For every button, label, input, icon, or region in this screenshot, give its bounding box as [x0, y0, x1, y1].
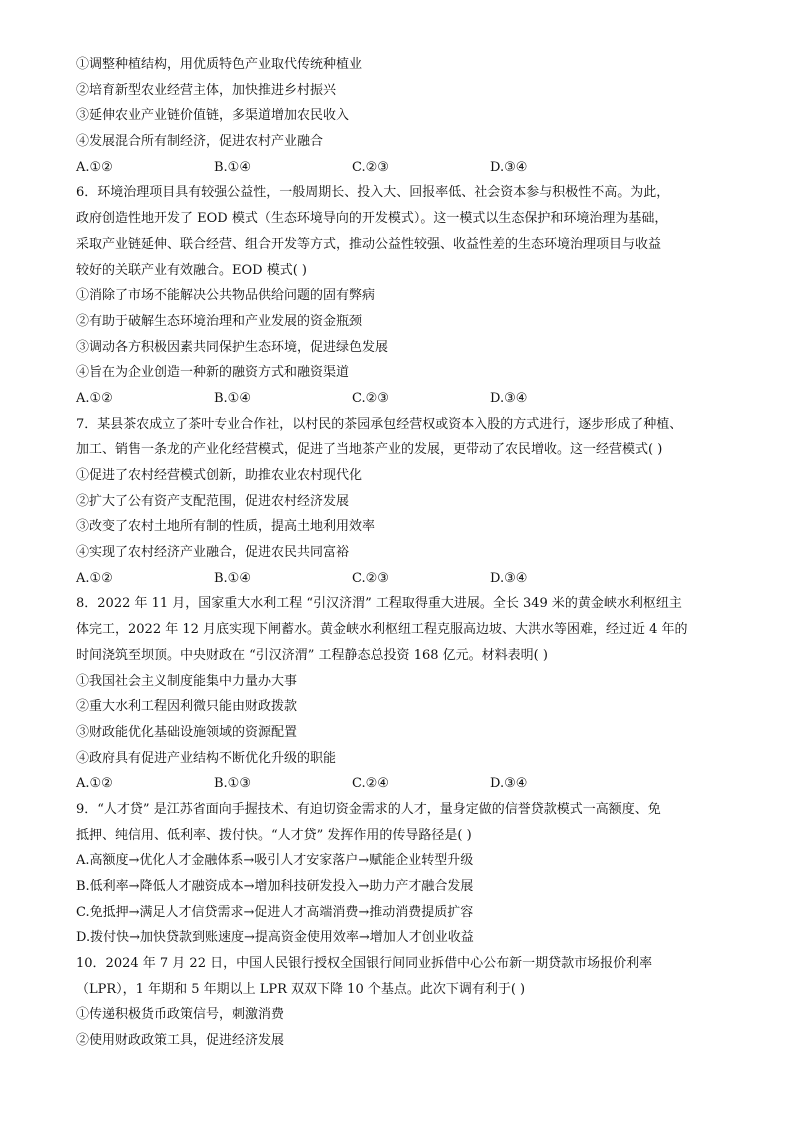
option-a: A.①② — [76, 390, 113, 406]
option-a: A.①② — [76, 159, 113, 175]
option-c: C.②③ — [352, 390, 389, 406]
statement: ③改变了农村土地所有制的性质，提高土地利用效率 — [76, 519, 376, 535]
statement: ②培育新型农业经营主体，加快推进乡村振兴 — [76, 82, 337, 98]
option-c: C.②③ — [352, 159, 389, 175]
choice-c: C.免抵押→满足人才信贷需求→促进人才高端消费→推动消费提质扩容 — [76, 904, 474, 920]
option-b: B.①③ — [214, 776, 251, 792]
statement: ②有助于破解生态环境治理和产业发展的资金瓶颈 — [76, 313, 363, 329]
question-stem: 政府创造性地开发了 EOD 模式（生态环境导向的开发模式）。这一模式以生态保护和环境治理为基础， — [76, 211, 668, 227]
question-stem: 时间浇筑至坝顶。中央财政在 “引汉济渭” 工程静态总投资 168 亿元。材料表明( ) — [76, 647, 548, 663]
question-stem: 加工、销售一条龙的产业化经营模式，促进了当地茶产业的发展，更带动了农民增收。这一经营模式( ) — [76, 442, 663, 458]
answer-options — [76, 771, 716, 797]
option-d: D.③④ — [490, 390, 528, 406]
answer-options — [76, 155, 716, 181]
question-10 — [76, 951, 716, 1054]
statement: ②扩大了公有资产支配范围，促进农村经济发展 — [76, 493, 350, 509]
question-stem: 9．“人才贷” 是江苏省面向手握技术、有迫切资金需求的人才，量身定做的信誉贷款模式一高额度、免 — [76, 801, 661, 817]
question-8 — [76, 591, 716, 797]
question-6 — [76, 180, 716, 411]
statement: ②使用财政政策工具，促进经济发展 — [76, 1033, 285, 1049]
question-9 — [76, 797, 716, 951]
statement: ④实现了农村经济产业融合，促进农民共同富裕 — [76, 545, 350, 561]
statement: ①传递积极货币政策信号，刺激消费 — [76, 1007, 285, 1023]
question-stem: 抵押、纯信用、低利率、拨付快。“人才贷” 发挥作用的传导路径是( ) — [76, 827, 472, 843]
question-stem: 采取产业链延伸、联合经营、组合开发等方式，推动公益性较强、收益性差的生态环境治理项目与收益 — [76, 236, 662, 252]
question-stem: 10．2024 年 7 月 22 日，中国人民银行授权全国银行间同业拆借中心公布新一期贷款市场报价利率 — [76, 956, 653, 972]
statement: ①促进了农村经营模式创新，助推农业农村现代化 — [76, 468, 363, 483]
option-c: C.②④ — [352, 776, 389, 792]
statement: ③调动各方积极因素共同保护生态环境，促进绿色发展 — [76, 339, 389, 355]
option-d: D.③④ — [490, 776, 528, 792]
question-stem: 8．2022 年 11 月，国家重大水利工程 “引汉济渭” 工程取得重大进展。全长 349 米的黄金峡水利枢纽主 — [76, 596, 682, 612]
exam-page — [76, 52, 716, 1054]
option-a: A.①② — [76, 776, 113, 792]
statement: ①调整种植结构，用优质特色产业取代传统种植业 — [76, 57, 363, 72]
answer-options — [76, 566, 716, 592]
option-c: C.②③ — [352, 570, 389, 586]
option-b: B.①④ — [214, 159, 251, 175]
choice-d: D.拨付快→加快贷款到账速度→提高资金使用效率→增加人才创业收益 — [76, 930, 474, 946]
option-a: A.①② — [76, 570, 113, 586]
option-b: B.①④ — [214, 570, 251, 586]
statement: ②重大水利工程因利微只能由财政拨款 — [76, 699, 298, 715]
choice-a: A.高额度→优化人才金融体系→吸引人才安家落户→赋能企业转型升级 — [76, 853, 474, 869]
statement: ③延伸农业产业链价值链，多渠道增加农民收入 — [76, 108, 350, 124]
question-stem: 较好的关联产业有效融合。EOD 模式( ) — [76, 262, 307, 278]
question-stem: （LPR），1 年期和 5 年期以上 LPR 双双下降 10 个基点。此次下调有利于( ) — [76, 981, 526, 997]
question-stem: 7．某县茶农成立了茶叶专业合作社，以村民的茶园承包经营权或资本入股的方式进行，逐步形成了种植、 — [76, 416, 683, 432]
question-stem: 体完工，2022 年 12 月底实现下闸蓄水。黄金峡水利枢纽工程克服高边坡、大洪水等困难，经过近 4 年的 — [76, 622, 688, 638]
statement: ④政府具有促进产业结构不断优化升级的职能 — [76, 750, 337, 766]
option-d: D.③④ — [490, 159, 528, 175]
answer-options — [76, 386, 716, 412]
statement: ④发展混合所有制经济，促进农村产业融合 — [76, 134, 324, 150]
statement: ③财政能优化基础设施领域的资源配置 — [76, 724, 298, 740]
choice-b: B.低利率→降低人才融资成本→增加科技研发投入→助力产才融合发展 — [76, 879, 474, 894]
statement: ④旨在为企业创造一种新的融资方式和融资渠道 — [76, 365, 350, 381]
question-7 — [76, 412, 716, 592]
statement: ①消除了市场不能解决公共物品供给问题的固有弊病 — [76, 288, 376, 304]
statement: ①我国社会主义制度能集中力量办大事 — [76, 673, 298, 689]
option-d: D.③④ — [490, 570, 528, 586]
question-stem: 6．环境治理项目具有较强公益性，一般周期长、投入大、回报率低、社会资本参与积极性不高。为此， — [76, 185, 670, 201]
question-5 — [76, 52, 716, 180]
option-b: B.①④ — [214, 390, 251, 406]
